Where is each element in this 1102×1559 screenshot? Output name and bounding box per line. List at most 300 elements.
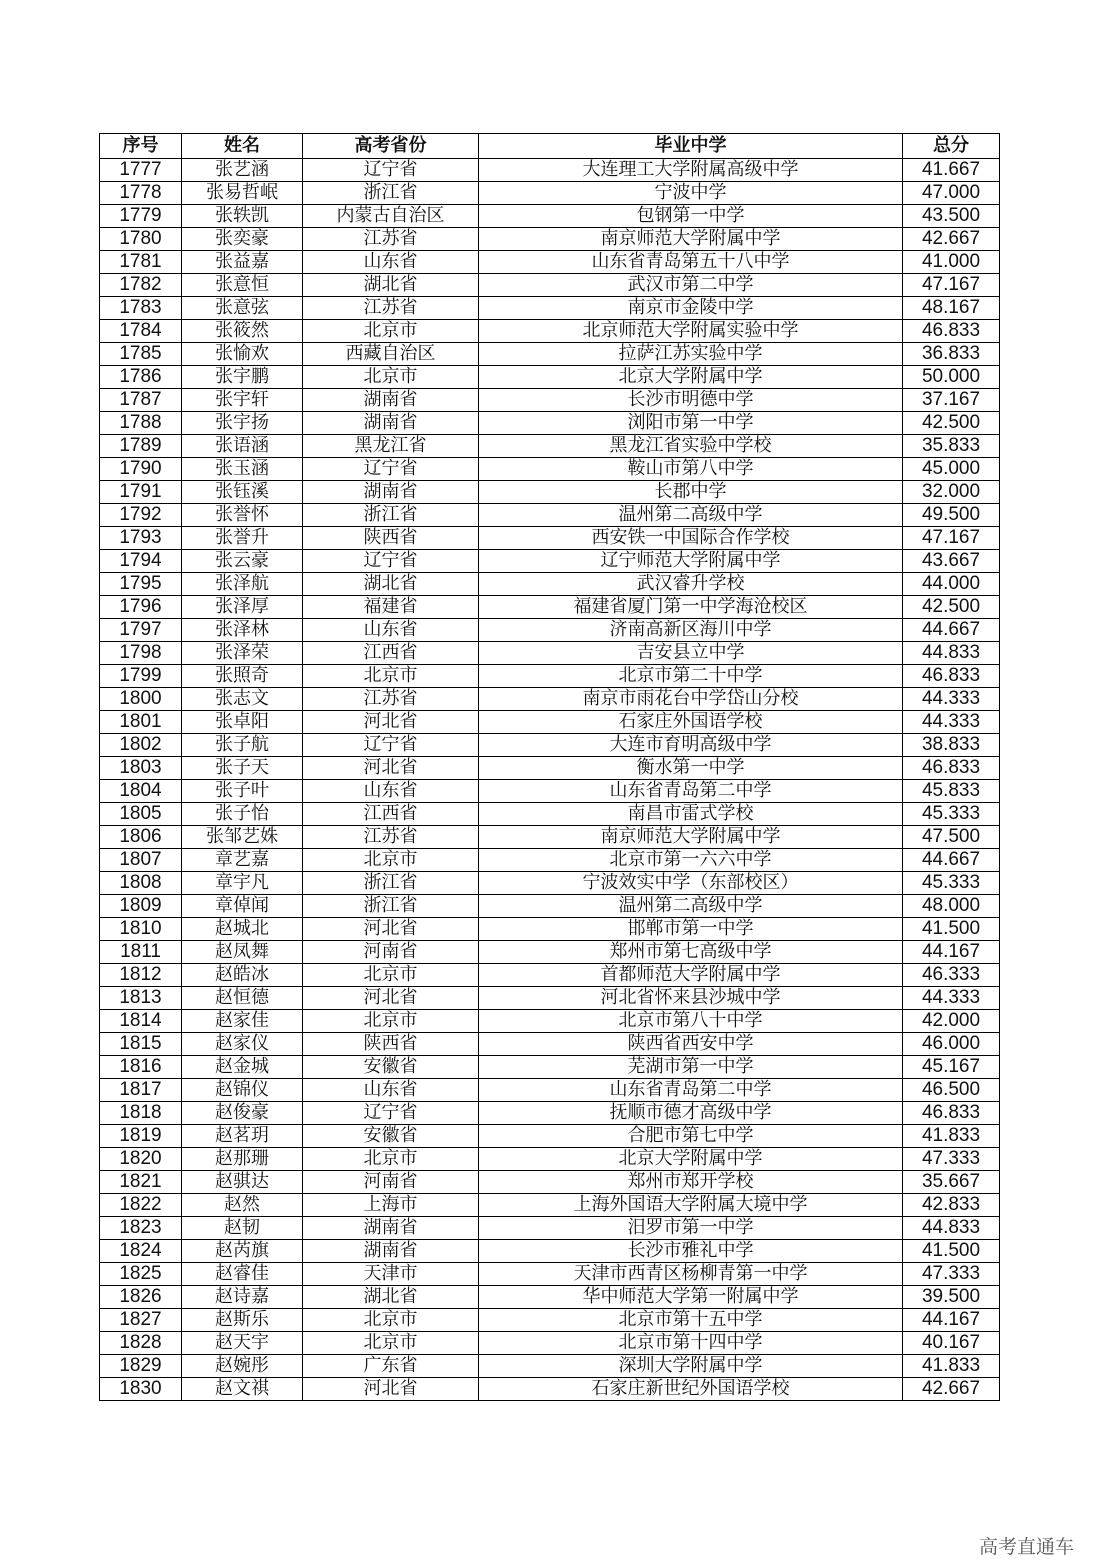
cell-province: 湖南省 [303,481,479,504]
cell-index: 1808 [100,872,182,895]
table-row [100,205,1000,228]
cell-province: 江西省 [303,642,479,665]
cell-score: 36.833 [903,343,1000,366]
table-row [100,1240,1000,1263]
cell-school: 邯郸市第一中学 [479,918,903,941]
cell-name: 张子航 [182,734,303,757]
table-row [100,941,1000,964]
cell-score: 44.333 [903,688,1000,711]
cell-score: 38.833 [903,734,1000,757]
cell-school: 山东省青岛第二中学 [479,1079,903,1102]
cell-name: 张志文 [182,688,303,711]
cell-index: 1777 [100,159,182,182]
table-row [100,1033,1000,1056]
cell-province: 北京市 [303,964,479,987]
cell-index: 1783 [100,297,182,320]
cell-province: 北京市 [303,1010,479,1033]
cell-name: 张意恒 [182,274,303,297]
cell-province: 江西省 [303,803,479,826]
table-row [100,918,1000,941]
cell-score: 44.000 [903,573,1000,596]
table-row [100,412,1000,435]
cell-school: 福建省厦门第一中学海沧校区 [479,596,903,619]
cell-name: 张泽航 [182,573,303,596]
cell-index: 1803 [100,757,182,780]
cell-province: 河南省 [303,1171,479,1194]
table-row [100,964,1000,987]
cell-score: 35.667 [903,1171,1000,1194]
cell-score: 44.167 [903,1309,1000,1332]
table-row [100,274,1000,297]
cell-name: 张奕豪 [182,228,303,251]
cell-school: 宁波效实中学（东部校区） [479,872,903,895]
cell-score: 48.167 [903,297,1000,320]
header-school: 毕业中学 [479,134,903,159]
table-row [100,757,1000,780]
cell-province: 陕西省 [303,1033,479,1056]
cell-score: 41.833 [903,1125,1000,1148]
table-row [100,642,1000,665]
cell-index: 1821 [100,1171,182,1194]
cell-score: 44.833 [903,1217,1000,1240]
cell-index: 1812 [100,964,182,987]
cell-index: 1795 [100,573,182,596]
cell-school: 宁波中学 [479,182,903,205]
table-row [100,389,1000,412]
cell-score: 46.500 [903,1079,1000,1102]
cell-name: 张玉涵 [182,458,303,481]
cell-name: 赵凤舞 [182,941,303,964]
cell-school: 北京市第二十中学 [479,665,903,688]
cell-school: 石家庄新世纪外国语学校 [479,1378,903,1401]
cell-province: 辽宁省 [303,1102,479,1125]
cell-name: 张意弦 [182,297,303,320]
table-row [100,1102,1000,1125]
cell-score: 46.833 [903,1102,1000,1125]
cell-province: 北京市 [303,1332,479,1355]
cell-score: 43.500 [903,205,1000,228]
cell-index: 1817 [100,1079,182,1102]
cell-score: 42.500 [903,412,1000,435]
cell-index: 1826 [100,1286,182,1309]
cell-school: 华中师范大学第一附属中学 [479,1286,903,1309]
cell-name: 赵斯乐 [182,1309,303,1332]
cell-score: 45.333 [903,872,1000,895]
cell-score: 50.000 [903,366,1000,389]
cell-school: 北京大学附属中学 [479,1148,903,1171]
cell-school: 武汉市第二中学 [479,274,903,297]
cell-score: 44.333 [903,987,1000,1010]
table-row [100,665,1000,688]
cell-index: 1802 [100,734,182,757]
table-row [100,1079,1000,1102]
cell-score: 42.667 [903,1378,1000,1401]
cell-school: 长沙市明德中学 [479,389,903,412]
cell-name: 赵金城 [182,1056,303,1079]
cell-name: 赵城北 [182,918,303,941]
cell-name: 张邹艺姝 [182,826,303,849]
cell-index: 1806 [100,826,182,849]
cell-province: 山东省 [303,1079,479,1102]
cell-index: 1786 [100,366,182,389]
cell-score: 47.167 [903,274,1000,297]
cell-name: 张照奇 [182,665,303,688]
cell-province: 江苏省 [303,826,479,849]
cell-score: 42.833 [903,1194,1000,1217]
cell-name: 张子叶 [182,780,303,803]
cell-province: 辽宁省 [303,734,479,757]
cell-school: 天津市西青区杨柳青第一中学 [479,1263,903,1286]
cell-index: 1827 [100,1309,182,1332]
cell-index: 1793 [100,527,182,550]
cell-score: 41.500 [903,918,1000,941]
cell-name: 张子天 [182,757,303,780]
cell-name: 赵天宇 [182,1332,303,1355]
cell-index: 1824 [100,1240,182,1263]
cell-province: 北京市 [303,665,479,688]
cell-score: 44.667 [903,849,1000,872]
cell-school: 温州第二高级中学 [479,504,903,527]
table-row [100,1309,1000,1332]
cell-province: 河北省 [303,918,479,941]
table-row [100,228,1000,251]
watermark: 高考直通车 [978,1536,1074,1558]
cell-index: 1811 [100,941,182,964]
table-row [100,734,1000,757]
table-row [100,343,1000,366]
cell-index: 1790 [100,458,182,481]
cell-province: 浙江省 [303,504,479,527]
cell-name: 赵韧 [182,1217,303,1240]
cell-index: 1801 [100,711,182,734]
cell-index: 1789 [100,435,182,458]
cell-school: 山东省青岛第五十八中学 [479,251,903,274]
cell-index: 1780 [100,228,182,251]
cell-province: 陕西省 [303,527,479,550]
table-row [100,527,1000,550]
cell-province: 湖南省 [303,389,479,412]
cell-name: 张誉升 [182,527,303,550]
cell-score: 39.500 [903,1286,1000,1309]
cell-province: 辽宁省 [303,550,479,573]
cell-school: 拉萨江苏实验中学 [479,343,903,366]
cell-school: 芜湖市第一中学 [479,1056,903,1079]
cell-school: 北京师范大学附属实验中学 [479,320,903,343]
cell-school: 衡水第一中学 [479,757,903,780]
cell-school: 北京市第八十中学 [479,1010,903,1033]
cell-name: 张宇鹏 [182,366,303,389]
cell-school: 长郡中学 [479,481,903,504]
cell-province: 北京市 [303,1148,479,1171]
cell-score: 44.333 [903,711,1000,734]
cell-score: 45.167 [903,1056,1000,1079]
cell-index: 1782 [100,274,182,297]
header-province: 高考省份 [303,134,479,159]
table-row [100,780,1000,803]
table-row [100,895,1000,918]
cell-name: 张艺涵 [182,159,303,182]
cell-index: 1825 [100,1263,182,1286]
cell-index: 1818 [100,1102,182,1125]
cell-index: 1791 [100,481,182,504]
score-table [99,133,1000,1401]
cell-name: 章艺嘉 [182,849,303,872]
cell-province: 河北省 [303,757,479,780]
cell-school: 浏阳市第一中学 [479,412,903,435]
cell-school: 上海外国语大学附属大境中学 [479,1194,903,1217]
header-name: 姓名 [182,134,303,159]
cell-name: 赵那珊 [182,1148,303,1171]
cell-school: 抚顺市德才高级中学 [479,1102,903,1125]
cell-province: 河南省 [303,941,479,964]
cell-school: 鞍山市第八中学 [479,458,903,481]
cell-index: 1819 [100,1125,182,1148]
cell-index: 1797 [100,619,182,642]
cell-index: 1799 [100,665,182,688]
table-row [100,1125,1000,1148]
cell-province: 北京市 [303,1309,479,1332]
cell-name: 张易哲岷 [182,182,303,205]
cell-score: 45.333 [903,803,1000,826]
table-row [100,872,1000,895]
cell-name: 赵皓冰 [182,964,303,987]
cell-name: 赵睿佳 [182,1263,303,1286]
cell-name: 张卓阳 [182,711,303,734]
table-row [100,159,1000,182]
cell-school: 山东省青岛第二中学 [479,780,903,803]
table-row [100,711,1000,734]
cell-index: 1810 [100,918,182,941]
cell-province: 湖南省 [303,1240,479,1263]
cell-index: 1785 [100,343,182,366]
cell-name: 张宇轩 [182,389,303,412]
cell-school: 深圳大学附属中学 [479,1355,903,1378]
cell-school: 北京市第十五中学 [479,1309,903,1332]
cell-school: 武汉睿升学校 [479,573,903,596]
table-row [100,826,1000,849]
cell-name: 赵家佳 [182,1010,303,1033]
cell-province: 北京市 [303,366,479,389]
cell-index: 1809 [100,895,182,918]
cell-score: 49.500 [903,504,1000,527]
cell-school: 南京师范大学附属中学 [479,826,903,849]
cell-school: 北京市第一六六中学 [479,849,903,872]
table-body [100,159,1000,1401]
cell-name: 赵茗玥 [182,1125,303,1148]
table-row [100,1194,1000,1217]
cell-name: 章宇凡 [182,872,303,895]
cell-province: 湖北省 [303,1286,479,1309]
cell-name: 章倬闻 [182,895,303,918]
table-row [100,688,1000,711]
cell-score: 44.167 [903,941,1000,964]
cell-name: 赵然 [182,1194,303,1217]
cell-index: 1829 [100,1355,182,1378]
cell-province: 北京市 [303,320,479,343]
cell-province: 河北省 [303,987,479,1010]
table-row [100,182,1000,205]
cell-score: 47.167 [903,527,1000,550]
cell-index: 1792 [100,504,182,527]
table-row [100,803,1000,826]
cell-name: 赵诗嘉 [182,1286,303,1309]
cell-school: 辽宁师范大学附属中学 [479,550,903,573]
table-row [100,1056,1000,1079]
cell-index: 1807 [100,849,182,872]
cell-province: 湖北省 [303,573,479,596]
cell-score: 48.000 [903,895,1000,918]
cell-name: 赵恒德 [182,987,303,1010]
table-row [100,573,1000,596]
cell-score: 35.833 [903,435,1000,458]
cell-index: 1804 [100,780,182,803]
table-row [100,1171,1000,1194]
cell-index: 1830 [100,1378,182,1401]
cell-score: 46.833 [903,320,1000,343]
cell-name: 赵俊豪 [182,1102,303,1125]
cell-province: 江苏省 [303,297,479,320]
cell-index: 1820 [100,1148,182,1171]
cell-name: 张轶凯 [182,205,303,228]
cell-name: 赵文祺 [182,1378,303,1401]
cell-province: 山东省 [303,780,479,803]
cell-school: 河北省怀来县沙城中学 [479,987,903,1010]
cell-school: 首都师范大学附属中学 [479,964,903,987]
cell-score: 44.667 [903,619,1000,642]
table-row [100,504,1000,527]
cell-school: 郑州市郑开学校 [479,1171,903,1194]
cell-score: 40.167 [903,1332,1000,1355]
cell-index: 1784 [100,320,182,343]
cell-name: 赵骐达 [182,1171,303,1194]
cell-name: 赵家仪 [182,1033,303,1056]
cell-province: 江苏省 [303,688,479,711]
cell-score: 42.500 [903,596,1000,619]
cell-name: 赵锦仪 [182,1079,303,1102]
cell-score: 32.000 [903,481,1000,504]
table-row [100,596,1000,619]
cell-name: 张泽林 [182,619,303,642]
cell-school: 北京大学附属中学 [479,366,903,389]
cell-index: 1798 [100,642,182,665]
cell-school: 郑州市第七高级中学 [479,941,903,964]
table-row [100,1148,1000,1171]
cell-school: 汨罗市第一中学 [479,1217,903,1240]
table-row [100,320,1000,343]
cell-name: 张泽荣 [182,642,303,665]
cell-province: 浙江省 [303,872,479,895]
cell-school: 温州第二高级中学 [479,895,903,918]
cell-name: 张愉欢 [182,343,303,366]
cell-score: 41.667 [903,159,1000,182]
cell-score: 41.833 [903,1355,1000,1378]
cell-province: 河北省 [303,711,479,734]
table-row [100,251,1000,274]
cell-score: 44.833 [903,642,1000,665]
cell-school: 吉安县立中学 [479,642,903,665]
table-row [100,481,1000,504]
cell-province: 山东省 [303,619,479,642]
cell-province: 上海市 [303,1194,479,1217]
cell-index: 1796 [100,596,182,619]
cell-score: 46.333 [903,964,1000,987]
cell-province: 辽宁省 [303,458,479,481]
header-index: 序号 [100,134,182,159]
cell-index: 1781 [100,251,182,274]
cell-index: 1813 [100,987,182,1010]
cell-score: 45.833 [903,780,1000,803]
cell-school: 大连理工大学附属高级中学 [479,159,903,182]
cell-province: 江苏省 [303,228,479,251]
cell-school: 长沙市雅礼中学 [479,1240,903,1263]
cell-name: 赵芮旗 [182,1240,303,1263]
cell-index: 1778 [100,182,182,205]
cell-index: 1822 [100,1194,182,1217]
cell-score: 42.000 [903,1010,1000,1033]
cell-name: 赵婉彤 [182,1355,303,1378]
table-row [100,1332,1000,1355]
table-row [100,1378,1000,1401]
cell-index: 1787 [100,389,182,412]
header-row [100,134,1000,159]
cell-index: 1814 [100,1010,182,1033]
cell-school: 南京师范大学附属中学 [479,228,903,251]
cell-score: 47.333 [903,1263,1000,1286]
cell-province: 黑龙江省 [303,435,479,458]
cell-school: 济南高新区海川中学 [479,619,903,642]
cell-province: 内蒙古自治区 [303,205,479,228]
cell-score: 46.000 [903,1033,1000,1056]
cell-province: 西藏自治区 [303,343,479,366]
cell-province: 安徽省 [303,1125,479,1148]
cell-school: 黑龙江省实验中学校 [479,435,903,458]
cell-province: 辽宁省 [303,159,479,182]
table-row [100,1010,1000,1033]
table-row [100,435,1000,458]
cell-index: 1816 [100,1056,182,1079]
cell-school: 陕西省西安中学 [479,1033,903,1056]
cell-province: 广东省 [303,1355,479,1378]
cell-score: 46.833 [903,757,1000,780]
cell-index: 1800 [100,688,182,711]
cell-score: 47.000 [903,182,1000,205]
cell-index: 1788 [100,412,182,435]
cell-score: 46.833 [903,665,1000,688]
cell-province: 浙江省 [303,895,479,918]
cell-name: 张益嘉 [182,251,303,274]
table-row [100,1355,1000,1378]
cell-name: 张钰溪 [182,481,303,504]
cell-school: 西安铁一中国际合作学校 [479,527,903,550]
table-row [100,849,1000,872]
cell-school: 南京市雨花台中学岱山分校 [479,688,903,711]
cell-index: 1794 [100,550,182,573]
cell-index: 1815 [100,1033,182,1056]
cell-name: 张子怡 [182,803,303,826]
cell-name: 张云豪 [182,550,303,573]
table-row [100,1217,1000,1240]
cell-school: 北京市第十四中学 [479,1332,903,1355]
cell-school: 石家庄外国语学校 [479,711,903,734]
cell-score: 45.000 [903,458,1000,481]
table-row [100,1286,1000,1309]
table-row [100,366,1000,389]
header-score: 总分 [903,134,1000,159]
cell-name: 张筱然 [182,320,303,343]
table-row [100,987,1000,1010]
table-row [100,458,1000,481]
table-row [100,1263,1000,1286]
